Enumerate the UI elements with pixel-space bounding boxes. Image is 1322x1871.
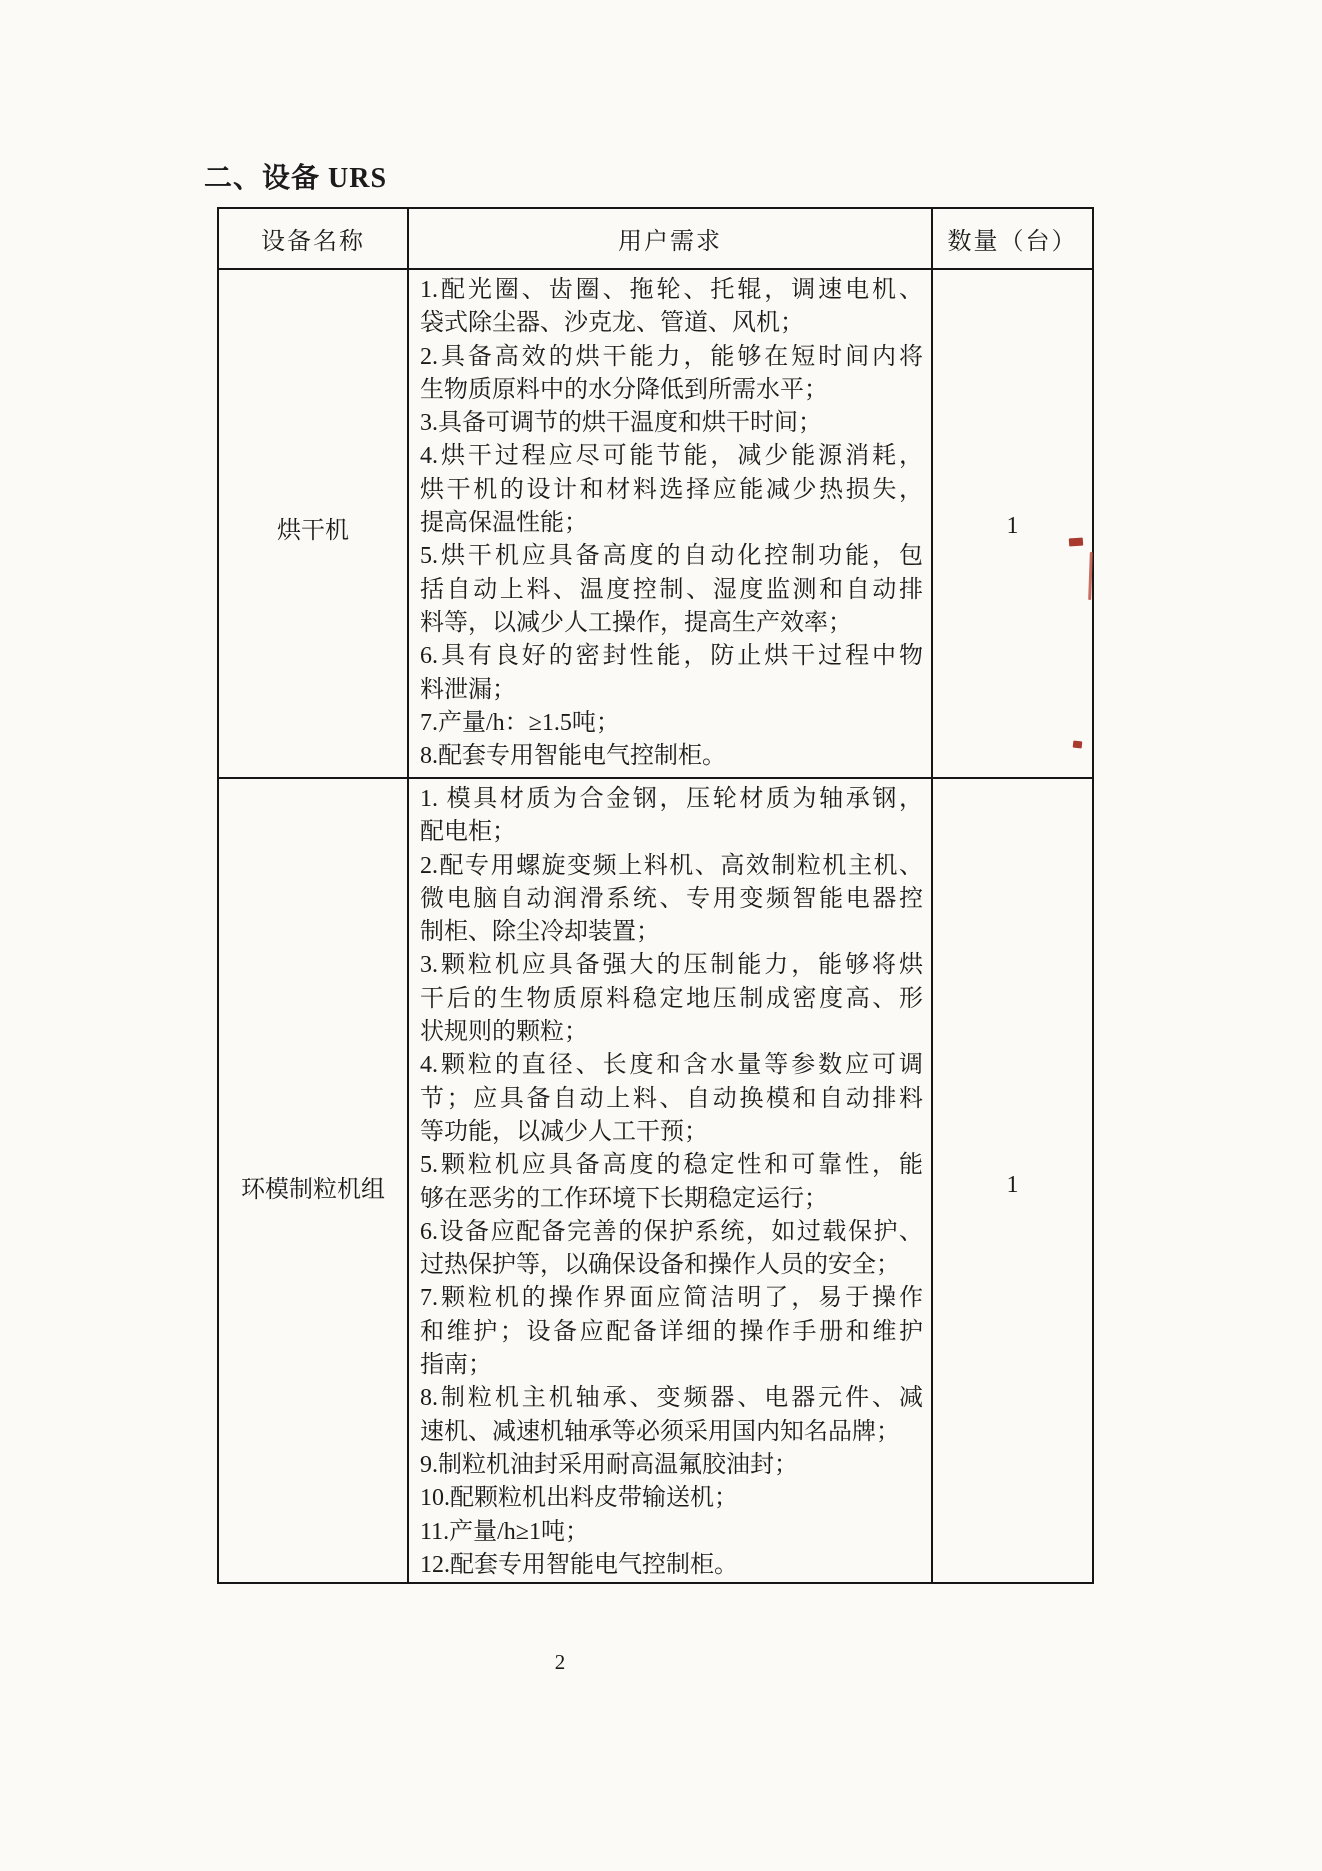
requirement-line: 2.具备高效的烘干能力，能够在短时间内将 <box>420 343 923 370</box>
requirement-line: 袋式除尘器、沙克龙、管道、风机； <box>420 310 804 337</box>
requirement-line: 烘干机的设计和材料选择应能减少热损失， <box>420 476 923 503</box>
requirement-line: 够在恶劣的工作环境下长期稳定运行； <box>420 1185 828 1212</box>
requirement-line: 3.具备可调节的烘干温度和烘干时间； <box>420 410 822 437</box>
requirements-cell <box>408 778 932 1583</box>
device-name-cell <box>218 269 408 778</box>
device-name: 环模制粒机组 <box>241 1177 385 1203</box>
table-row-dryer <box>218 269 1093 778</box>
requirement-line: 6.具有良好的密封性能，防止烘干过程中物 <box>420 643 923 670</box>
requirement-line: 括自动上料、温度控制、湿度监测和自动排 <box>420 576 923 603</box>
requirement-line: 4.烘干过程应尽可能节能，减少能源消耗， <box>420 443 923 470</box>
requirement-line: 4.颗粒的直径、长度和含水量等参数应可调 <box>420 1052 923 1079</box>
requirement-line: 微电脑自动润滑系统、专用变频智能电器控 <box>420 885 923 912</box>
requirement-line: 12.配套专用智能电气控制柜。 <box>420 1551 738 1578</box>
col-header-quantity: 数量（台） <box>932 208 1093 269</box>
requirement-line: 8.配套专用智能电气控制柜。 <box>420 743 726 770</box>
requirement-line: 10.配颗粒机出料皮带输送机； <box>420 1485 738 1512</box>
red-pen-mark <box>1069 538 1084 547</box>
requirement-line: 速机、减速机轴承等必须采用国内知名品牌； <box>420 1418 900 1445</box>
requirement-line: 1.配光圈、齿圈、拖轮、托辊，调速电机、 <box>420 277 923 303</box>
requirement-line: 料泄漏； <box>420 676 516 703</box>
requirement-line: 制柜、除尘冷却装置； <box>420 919 660 946</box>
requirement-line: 9.制粒机油封采用耐高温氟胶油封； <box>420 1451 798 1478</box>
requirement-line: 5.烘干机应具备高度的自动化控制功能，包 <box>420 543 923 570</box>
requirement-line: 生物质原料中的水分降低到所需水平； <box>420 376 828 403</box>
quantity-value: 1 <box>1006 1172 1019 1198</box>
requirement-line: 节；应具备自动上料、自动换模和自动排料 <box>420 1085 923 1112</box>
requirement-line: 配电柜； <box>420 819 516 846</box>
requirements-text <box>420 783 923 1582</box>
requirement-line: 11.产量/h≥1吨； <box>420 1518 589 1545</box>
quantity-cell <box>932 778 1093 1583</box>
requirement-line: 状规则的颗粒； <box>420 1019 588 1046</box>
requirement-line: 7.颗粒机的操作界面应简洁明了，易于操作 <box>420 1285 923 1312</box>
col-header-user-requirements: 用户需求 <box>408 208 932 269</box>
quantity-cell <box>932 269 1093 778</box>
requirement-line: 7.产量/h：≥1.5吨； <box>420 709 620 736</box>
requirements-text <box>420 274 923 773</box>
requirements-cell <box>408 269 932 778</box>
requirement-line: 过热保护等，以确保设备和操作人员的安全； <box>420 1252 900 1279</box>
requirement-line: 料等，以减少人工操作，提高生产效率； <box>420 609 852 636</box>
col-header-device-name: 设备名称 <box>218 208 408 269</box>
requirement-line: 5.颗粒机应具备高度的稳定性和可靠性，能 <box>420 1152 923 1179</box>
equipment-urs-table <box>217 207 1094 1584</box>
requirement-line: 指南； <box>420 1352 492 1379</box>
table-header-row <box>218 208 1093 269</box>
requirement-line: 干后的生物质原料稳定地压制成密度高、形 <box>420 985 923 1012</box>
requirement-line: 3.颗粒机应具备强大的压制能力，能够将烘 <box>420 952 923 979</box>
device-name: 烘干机 <box>277 518 349 544</box>
requirement-line: 2.配专用螺旋变频上料机、高效制粒机主机、 <box>420 852 923 879</box>
page-title: 二、设备 URS <box>204 163 388 194</box>
table-row-pellet-mill <box>218 778 1093 1583</box>
requirement-line: 提高保温性能； <box>420 510 588 537</box>
requirement-line: 1. 模具材质为合金钢，压轮材质为轴承钢， <box>420 786 923 812</box>
page-number: 2 <box>554 1650 566 1674</box>
red-pen-mark <box>1073 741 1083 749</box>
quantity-value: 1 <box>1006 513 1019 539</box>
requirement-line: 6.设备应配备完善的保护系统，如过载保护、 <box>420 1218 923 1245</box>
device-name-cell <box>218 778 408 1583</box>
requirement-line: 和维护；设备应配备详细的操作手册和维护 <box>420 1318 923 1345</box>
requirement-line: 8.制粒机主机轴承、变频器、电器元件、减 <box>420 1385 923 1412</box>
requirement-line: 等功能，以减少人工干预； <box>420 1118 708 1145</box>
